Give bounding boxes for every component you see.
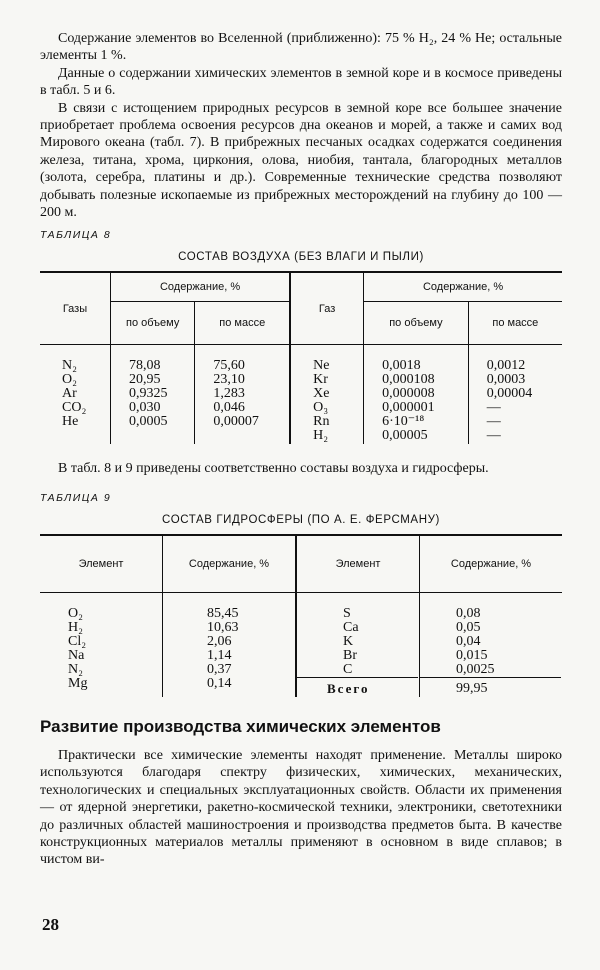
table8-content-left: Содержание, % xyxy=(111,272,291,302)
table8-volume-cell: 0,0005 xyxy=(129,414,168,430)
table8-gas-cell: CO₂ xyxy=(62,400,87,416)
table9-value-cell: 0,0025 xyxy=(456,661,495,677)
table8-mass-cell: — xyxy=(486,400,501,416)
table9-label: ТАБЛИЦА 9 xyxy=(40,491,112,504)
table9-col-content-left: Содержание, % xyxy=(163,535,297,593)
table9-element-cell: O₂ xyxy=(68,605,83,621)
table9-element-cell: N₂ xyxy=(68,661,83,677)
section-heading: Развитие производства химических элементов xyxy=(40,716,441,736)
table9-col-element-left: Элемент xyxy=(40,535,163,593)
table9-value-cell: 2,06 xyxy=(207,633,232,649)
table8-volume-cell: 0,0018 xyxy=(382,358,421,374)
table9-col-content-right: Содержание, % xyxy=(420,535,563,593)
table8-gas-cell: Ne xyxy=(313,358,330,374)
table9-element-cell: Br xyxy=(343,647,357,663)
table9-element-cell: S xyxy=(343,605,351,621)
table8 xyxy=(40,271,562,444)
table9-col-element-right: Элемент xyxy=(296,535,420,593)
table8-by-volume-right: по объему xyxy=(364,302,469,345)
table9-value-cell: 0,04 xyxy=(456,633,481,649)
table9-right-elements xyxy=(296,592,420,697)
table8-gas-cell: O₃ xyxy=(313,400,329,416)
table8-mass-cell: 23,10 xyxy=(213,372,245,388)
table8-mass-cell: 75,60 xyxy=(213,358,245,374)
table8-left-volume xyxy=(111,345,195,445)
table8-mass-cell: 0,00007 xyxy=(213,414,259,430)
section-paragraph-1: Практически все химические элементы находят применение. Металлы широко используются благодаря спектру физических, химических, механических, технологических и специальных эксплуатационных свойств. Области их применения — от ядерной энергетики, ракетно-космической техники, электроники, светотехники до различных областей машиностроения и производства предметов быта. В качестве конструкционных материалов металлы применяют в основном в виде сплавов; в чистом ви- xyxy=(40,747,562,868)
table8-mass-cell: 0,046 xyxy=(213,400,245,416)
table8-right-volume xyxy=(364,345,469,445)
table8-by-mass-right: по массе xyxy=(468,302,562,345)
intro-paragraph-3: В связи с истощением природных ресурсов в земной коре все большее значение приобретает проблема освоения ресурсов дна океанов и морей, а также и самих вод Мирового океана (табл. 7). В прибрежных песчаных осадках содержатся соединения железа, титана, хрома, циркония, олова, ниобия, тантала, благородных металлов (золота, серебра, платины и др.). Современные технические средства позволяют добывать полезные ископаемые из прибрежных месторождений на глубину до 100 — 200 м. xyxy=(40,100,562,221)
table9-total-value: 99,95 xyxy=(420,677,561,696)
table8-gas-cell: N₂ xyxy=(62,358,77,374)
table8-gas-cell: Ar xyxy=(62,386,77,402)
table8-left-mass xyxy=(195,345,290,445)
table8-left-gases xyxy=(40,345,111,445)
table8-volume-cell: 0,9325 xyxy=(129,386,168,402)
table8-volume-cell: 6·10⁻¹⁸ xyxy=(382,414,425,430)
intro-paragraph-1: Содержание элементов во Вселенной (приближенно): 75 % H₂, 24 % He; остальные элементы 1 %. xyxy=(40,31,562,64)
table8-mass-cell: 0,0003 xyxy=(486,372,526,388)
table8-title: СОСТАВ ВОЗДУХА (БЕЗ ВЛАГИ И ПЫЛИ) xyxy=(178,251,424,264)
table8-mass-cell: 1,283 xyxy=(213,386,245,402)
table8-mass-cell: 0,00004 xyxy=(486,386,533,402)
table9-value-cell: 1,14 xyxy=(207,647,232,663)
table8-volume-cell: 0,000108 xyxy=(382,372,435,388)
table9-value-cell: 0,05 xyxy=(456,619,481,635)
table8-volume-cell: 0,000001 xyxy=(382,400,435,416)
table9-element-cell: K xyxy=(343,633,354,649)
table9-element-cell: Cl₂ xyxy=(68,633,87,649)
table9-value-cell: 10,63 xyxy=(207,619,239,635)
table8-by-mass-left: по массе xyxy=(195,302,290,345)
table9-title: СОСТАВ ГИДРОСФЕРЫ (ПО А. Е. ФЕРСМАНУ) xyxy=(162,513,440,526)
table8-right-mass xyxy=(468,345,562,445)
table9-element-cell: Mg xyxy=(68,675,88,691)
table9-element-cell: Na xyxy=(68,647,85,663)
table8-gas-cell: Rn xyxy=(313,414,330,430)
table9-value-cell: 0,08 xyxy=(456,605,481,621)
table8-label: ТАБЛИЦА 8 xyxy=(40,229,112,242)
table9 xyxy=(40,534,562,697)
table9-left-elements xyxy=(40,592,163,697)
table8-gas-cell: Xe xyxy=(313,386,330,402)
page-number: 28 xyxy=(42,915,59,934)
table9-right-values xyxy=(420,592,563,697)
table9-element-cell: C xyxy=(343,661,353,677)
table8-volume-cell: 78,08 xyxy=(129,358,161,374)
table9-total-label: Всего xyxy=(297,677,418,696)
table8-volume-cell: 0,030 xyxy=(129,400,161,416)
table8-volume-cell: 0,00005 xyxy=(382,428,428,444)
table8-volume-cell: 0,000008 xyxy=(382,386,435,402)
table8-mass-cell: 0,0012 xyxy=(486,358,526,374)
table8-mass-cell: — xyxy=(486,428,501,444)
table9-value-cell: 0,015 xyxy=(456,647,488,663)
table8-col-gas: Газ xyxy=(290,272,364,345)
table8-gas-cell: He xyxy=(62,414,79,430)
table9-element-cell: Ca xyxy=(343,619,359,635)
table8-volume-cell: 20,95 xyxy=(129,372,161,388)
table9-value-cell: 0,37 xyxy=(207,661,232,677)
table9-left-values xyxy=(163,592,297,697)
table8-content-right: Содержание, % xyxy=(364,272,562,302)
table8-gas-cell: O₂ xyxy=(62,372,77,388)
table8-col-gases: Газы xyxy=(40,272,111,345)
table8-gas-cell: H₂ xyxy=(313,428,329,444)
table9-value-cell: 85,45 xyxy=(207,605,239,621)
table8-by-volume-left: по объему xyxy=(111,302,195,345)
table8-gas-cell: Kr xyxy=(313,372,328,388)
table8-right-gases xyxy=(290,345,364,445)
intro-paragraph-2: Данные о содержании химических элементов в земной коре и в космосе приведены в табл. 5 и 6. xyxy=(40,65,562,99)
table9-value-cell: 0,14 xyxy=(207,675,232,691)
table9-element-cell: H₂ xyxy=(68,619,83,635)
table8-mass-cell: — xyxy=(486,414,501,430)
page-body xyxy=(40,30,562,869)
between-paragraph: В табл. 8 и 9 приведены соответственно составы воздуха и гидросферы. xyxy=(58,461,489,477)
